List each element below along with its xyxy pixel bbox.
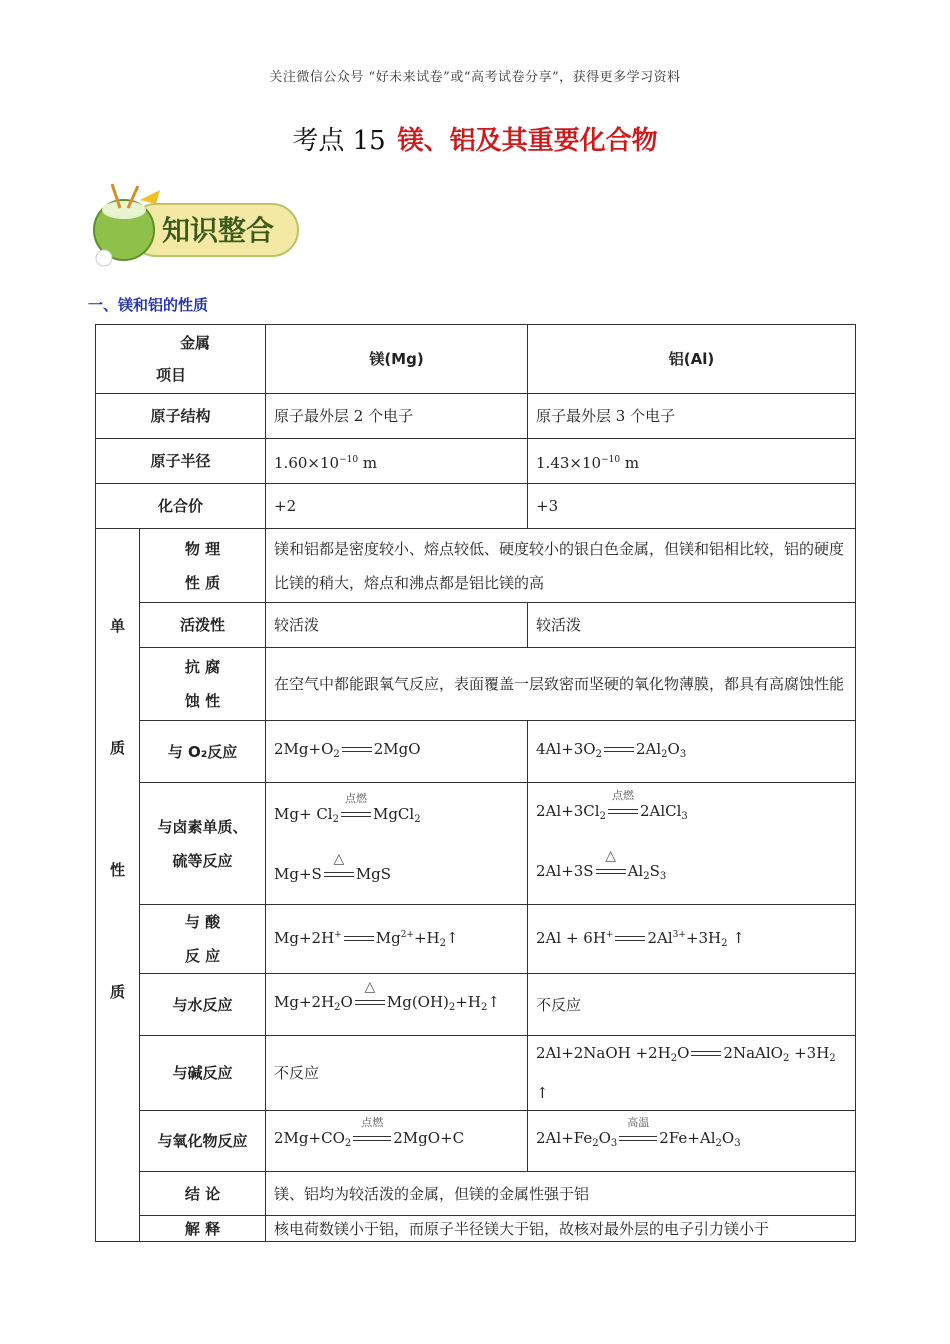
table-row: [96, 394, 856, 439]
table-row: [96, 974, 856, 1036]
cell-al: 不反应: [528, 974, 856, 1036]
label-line: 与卤素单质、: [157, 817, 248, 836]
row-label: 活泼性: [140, 603, 266, 648]
cell-span: 核电荷数镁小于铝，而原子半径镁大于铝，故核对最外层的电子引力镁小于: [266, 1216, 856, 1242]
cell-mg: 原子最外层 2 个电子: [266, 394, 528, 439]
corner-top: 金属: [180, 334, 211, 352]
row-label: 解 释: [140, 1216, 266, 1242]
table-row: [96, 721, 856, 783]
row-label: [140, 783, 266, 905]
table-row: [96, 529, 856, 603]
row-label: 原子结构: [96, 394, 266, 439]
table-row: [96, 439, 856, 484]
cond-label: △: [333, 850, 345, 867]
cell-mg: $Mg+ Cl_2$ 点燃 MgCl$_2$ Mg+S △ MgS: [266, 783, 528, 905]
cell-mg: $2Mg+O_2$ 2MgO: [266, 721, 528, 783]
radius-al-unit: m: [620, 453, 640, 472]
radius-al-exp: −10: [601, 454, 621, 465]
cell-al: 2Al+2NaOH $+2H_2O$ 2NaAlO$_2$ $+3H_2$ ↑: [528, 1036, 856, 1111]
table-row: [96, 905, 856, 974]
row-label: [140, 648, 266, 721]
cell-al: 较活泼: [528, 603, 856, 648]
cell-mg: [266, 439, 528, 484]
col-mg: 镁(Mg): [266, 325, 528, 394]
table-row: [96, 603, 856, 648]
title-main: 镁、铝及其重要化合物: [397, 126, 658, 156]
cell-al: $2Al+Fe_2O_3$ 高温 $2Fe+Al_2O_3$: [528, 1111, 856, 1172]
badge-text: 知识整合: [162, 214, 275, 247]
umbrella-icon: [140, 190, 160, 204]
cell-al: $2Al+3Cl_2$ 点燃 2AlCl$_3$ 2Al+3S △ $Al_2S_3$: [528, 783, 856, 905]
page-title: [0, 120, 950, 157]
knowledge-badge: [90, 182, 302, 268]
cell-mg: 不反应: [266, 1036, 528, 1111]
properties-table: [95, 324, 856, 1242]
row-label: 与 O₂反应: [140, 721, 266, 783]
cell-al: [528, 439, 856, 484]
label-line: 反 应: [184, 947, 221, 965]
table-row: [96, 783, 856, 905]
radius-al: 1.43×10: [536, 453, 602, 472]
row-label: 化合价: [96, 484, 266, 529]
table-row: [96, 648, 856, 721]
col-al: 铝(Al): [528, 325, 856, 394]
radius-mg: 1.60×10: [274, 453, 340, 472]
table-row: [96, 1111, 856, 1172]
corner-cell: [96, 325, 266, 394]
section-heading: 一、镁和铝的性质: [88, 296, 209, 314]
row-label: 与氧化物反应: [140, 1111, 266, 1172]
label-line: 抗 腐: [184, 658, 221, 676]
cond-label: 高温: [627, 1116, 650, 1129]
row-label: 原子半径: [96, 439, 266, 484]
cell-al: 2Al + 6H+ $2Al^{3+}+3H_2$ ↑: [528, 905, 856, 974]
table-row: [96, 1172, 856, 1216]
cell-mg: +2: [266, 484, 528, 529]
cell-span: 镁、铝均为较活泼的金属，但镁的金属性强于铝: [266, 1172, 856, 1216]
side-char: 性: [109, 861, 125, 879]
cell-span: 镁和铝都是密度较小、熔点较低、硬度较小的银白色金属，但镁和铝相比较，铝的硬度比镁的稍大，熔点和沸点都是铝比镁的高: [266, 529, 856, 603]
side-label-cell: [96, 529, 140, 1242]
label-line: 硫等反应: [172, 851, 233, 870]
row-label: [140, 529, 266, 603]
coconut-top: [102, 201, 146, 219]
cond-label: △: [364, 978, 376, 995]
cond-label: 点燃: [611, 788, 634, 802]
cell-mg: 较活泼: [266, 603, 528, 648]
cell-span: 在空气中都能跟氧气反应，表面覆盖一层致密而坚硬的氧化物薄膜，都具有高腐蚀性能: [266, 648, 856, 721]
side-char: 质: [109, 983, 125, 1001]
row-label: 与碱反应: [140, 1036, 266, 1111]
cell-al: 原子最外层 3 个电子: [528, 394, 856, 439]
row-label: 与水反应: [140, 974, 266, 1036]
header-note: 关注微信公众号 “好未来试卷”或“高考试卷分享”，获得更多学习资料: [269, 70, 681, 85]
row-label: [140, 905, 266, 974]
cond-label: △: [605, 847, 616, 864]
radius-mg-unit: m: [358, 453, 378, 472]
table-row: [96, 484, 856, 529]
table-row: [96, 325, 856, 394]
side-label: [96, 529, 139, 1089]
label-line: 性 质: [184, 573, 221, 592]
cell-al: +3: [528, 484, 856, 529]
label-line: 蚀 性: [184, 692, 221, 710]
flower-icon: [96, 250, 112, 266]
row-label: 结 论: [140, 1172, 266, 1216]
corner-bottom: 项目: [156, 366, 187, 384]
side-char: 质: [109, 739, 125, 757]
side-char: 单: [109, 617, 125, 635]
cond-label: 点燃: [344, 791, 367, 805]
label-line: 与 酸: [184, 913, 221, 931]
cell-mg: $Mg+2H_2O$ △ $Mg(OH)_2+H_2↑$: [266, 974, 528, 1036]
cell-mg: $2Mg+CO_2$ 点燃 2MgO+C: [266, 1111, 528, 1172]
table-row: [96, 1036, 856, 1111]
label-line: 物 理: [184, 539, 221, 558]
cond-label: 点燃: [361, 1116, 384, 1129]
table-row: [96, 1216, 856, 1242]
cell-mg: Mg+2H+ $Mg^{2+}+H_2↑$: [266, 905, 528, 974]
radius-mg-exp: −10: [339, 454, 359, 465]
title-prefix: 考点 15: [292, 126, 386, 156]
cell-al: $4Al+3O_2$ $2Al_2O_3$: [528, 721, 856, 783]
